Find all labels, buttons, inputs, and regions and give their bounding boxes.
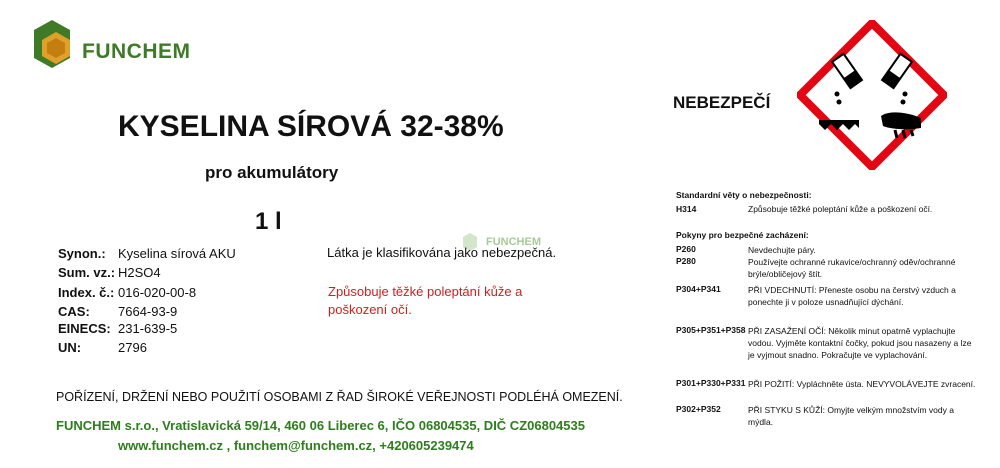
identifier-value: H2SO4 — [118, 265, 161, 280]
hazard-warning: Způsobuje těžké poleptání kůže a poškození očí. — [328, 284, 523, 317]
precautionary-code: P304+P341 — [676, 284, 721, 294]
product-subtitle: pro akumulátory — [205, 163, 339, 182]
precautionary-code: P280 — [676, 256, 696, 266]
hazard-statement-text: Způsobuje těžké poleptání kůže a poškození očí. — [748, 204, 933, 214]
hazard-statements-title: Standardní věty o nebezpečnosti: — [676, 190, 812, 200]
identifier-value: 2796 — [118, 340, 147, 355]
corrosion-icon — [797, 20, 947, 170]
precautionary-text: PŘI POŽITÍ: Vypláchněte ústa. NEVYVOLÁVEJTE zvracení. — [748, 379, 976, 389]
product-volume: 1 l — [255, 208, 282, 235]
precautionary-text: PŘI VDECHNUTÍ: Přeneste osobu na čerstvý vzduch a ponechte ji v poloze usnadňující dýchání. — [748, 285, 956, 307]
company-info: FUNCHEM s.r.o., Vratislavická 59/14, 460 06 Liberec 6, IČO 06804535, DIČ CZ06804535 — [56, 418, 585, 433]
contact-info: www.funchem.cz , funchem@funchem.cz, +420605239474 — [118, 438, 474, 453]
classification-statement: Látka je klasifikována jako nebezpečná. — [327, 245, 557, 260]
public-restriction-notice: POŘÍZENÍ, DRŽENÍ NEBO POUŽITÍ OSOBAMI Z ŘAD ŠIROKÉ VEŘEJNOSTI PODLÉHÁ OMEZENÍ. — [56, 390, 623, 404]
hazard-statement-code: H314 — [676, 204, 697, 214]
signal-word: NEBEZPEČÍ — [673, 93, 771, 112]
precautionary-code: P260 — [676, 244, 696, 254]
watermark-text: FUNCHEM — [486, 236, 541, 248]
identifier-value: 7664-93-9 — [118, 304, 178, 319]
identifier-label: Synon.: — [58, 246, 106, 261]
identifier-value: 231-639-5 — [118, 321, 178, 336]
identifier-label: Sum. vz.: — [58, 265, 116, 280]
precautionary-text: Používejte ochranné rukavice/ochranný oděv/ochranné brýle/obličejový štít. — [748, 257, 956, 279]
precautionary-code: P301+P330+P331 — [676, 378, 746, 388]
precautionary-code: P305+P351+P358 — [676, 325, 746, 335]
product-title: KYSELINA SÍROVÁ 32-38% — [118, 110, 504, 143]
identifier-label: EINECS: — [58, 321, 111, 336]
precautionary-text: PŘI ZASAŽENÍ OČÍ: Několik minut opatrně vyplachujte vodou. Vyjměte kontaktní čočky, pokud jsou nasazeny a lze je vyjmout snadno. Pokračujte ve vyplachování. — [748, 326, 972, 360]
identifier-value: 016-020-00-8 — [118, 285, 197, 300]
precautionary-statements-title: Pokyny pro bezpečné zacházení: — [676, 230, 809, 240]
identifier-value: Kyselina sírová AKU — [118, 246, 236, 261]
identifier-label: CAS: — [58, 304, 90, 319]
identifier-label: Index. č.: — [58, 285, 115, 300]
identifier-label: UN: — [58, 340, 82, 355]
logo-text: FUNCHEM — [82, 40, 191, 63]
precautionary-text: PŘI STYKU S KŮŽÍ: Omyjte velkým množstvím vody a mýdla. — [748, 405, 954, 427]
precautionary-text: Nevdechujte páry. — [748, 245, 816, 255]
precautionary-code: P302+P352 — [676, 404, 721, 414]
